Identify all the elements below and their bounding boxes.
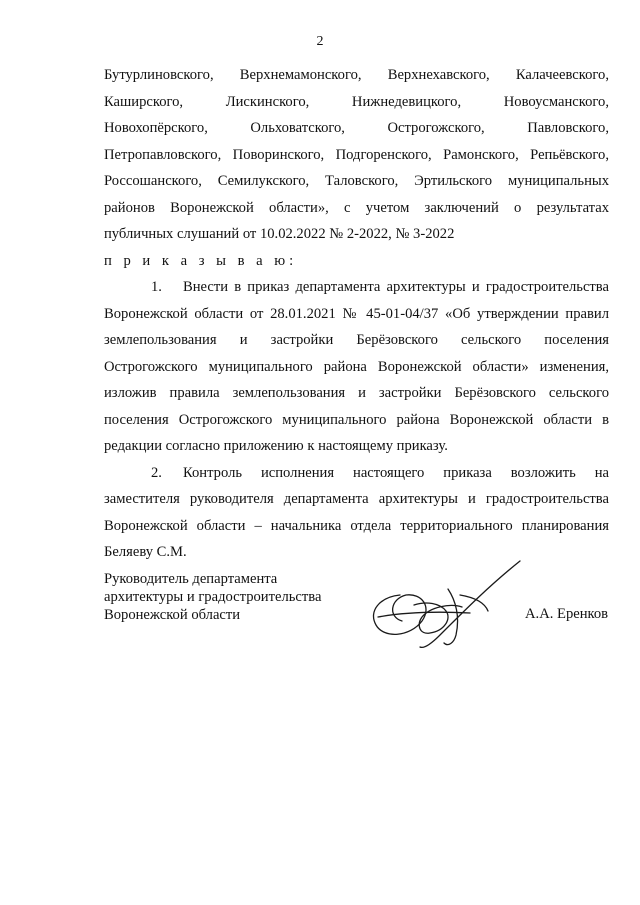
signatory-position (104, 570, 321, 624)
item-1-line: редакции согласно приложению к настоящему приказу. (104, 438, 448, 454)
signatory-position-line: Воронежской области (104, 607, 241, 623)
item-1-number: 1. (151, 279, 162, 295)
preamble-line: Петропавловского, Поворинского, Подгоренского, Рамонского, Репьёвского, (104, 146, 609, 163)
preamble-line: Каширского, Лискинского, Нижнедевицкого, Новоусманского, (104, 93, 609, 110)
signatory-position-line: Руководитель департамента (104, 571, 278, 587)
item-1-line: землепользования и застройки Берёзовского сельского поселения (104, 332, 609, 348)
item-1-line: поселения Острогожского муниципального района Воронежской области в (104, 411, 609, 428)
command-word: п р и к а з ы в а ю: (104, 252, 298, 269)
item-2-first-text: Контроль исполнения настоящего приказа возложить на (183, 464, 609, 481)
preamble-line: районов Воронежской области», с учетом заключений о результатах (104, 199, 609, 216)
item-1-first-line (104, 274, 609, 301)
handwritten-signature (360, 555, 530, 655)
item-1-line: Воронежской области от 28.01.2021 № 45-01-04/37 «Об утверждении правил (104, 305, 609, 322)
item-2-line: Воронежской области – начальника отдела территориального планирования (104, 517, 609, 534)
preamble-line: публичных слушаний от 10.02.2022 № 2-2022, № 3-2022 (104, 226, 455, 242)
item-1-line: Острогожского муниципального района Воронежской области» изменения, (104, 358, 609, 375)
page-number: 2 (316, 34, 324, 49)
item-2-number: 2. (151, 464, 162, 481)
preamble-line: Бутурлиновского, Верхнемамонского, Верхнехавского, Калачеевского, (104, 67, 609, 83)
signatory-position-line: архитектуры и градостроительства (104, 589, 322, 605)
signatory-name: А.А. Еренков (525, 606, 609, 622)
item-2-line: Беляеву С.М. (104, 544, 187, 560)
item-1-line: изложив правила землепользования и застройки Берёзовского сельского (104, 385, 609, 401)
order-body (104, 62, 609, 566)
item-2-first-line (104, 460, 609, 487)
item-2-line: заместителя руководителя департамента архитектуры и градостроительства (104, 491, 609, 507)
preamble-line: Россошанского, Семилукского, Таловского, Эртильского муниципальных (104, 173, 609, 189)
preamble-line: Новохопёрского, Ольховатского, Острогожского, Павловского, (104, 120, 609, 136)
item-1-first-text: Внести в приказ департамента архитектуры и градостроительства (183, 279, 609, 295)
